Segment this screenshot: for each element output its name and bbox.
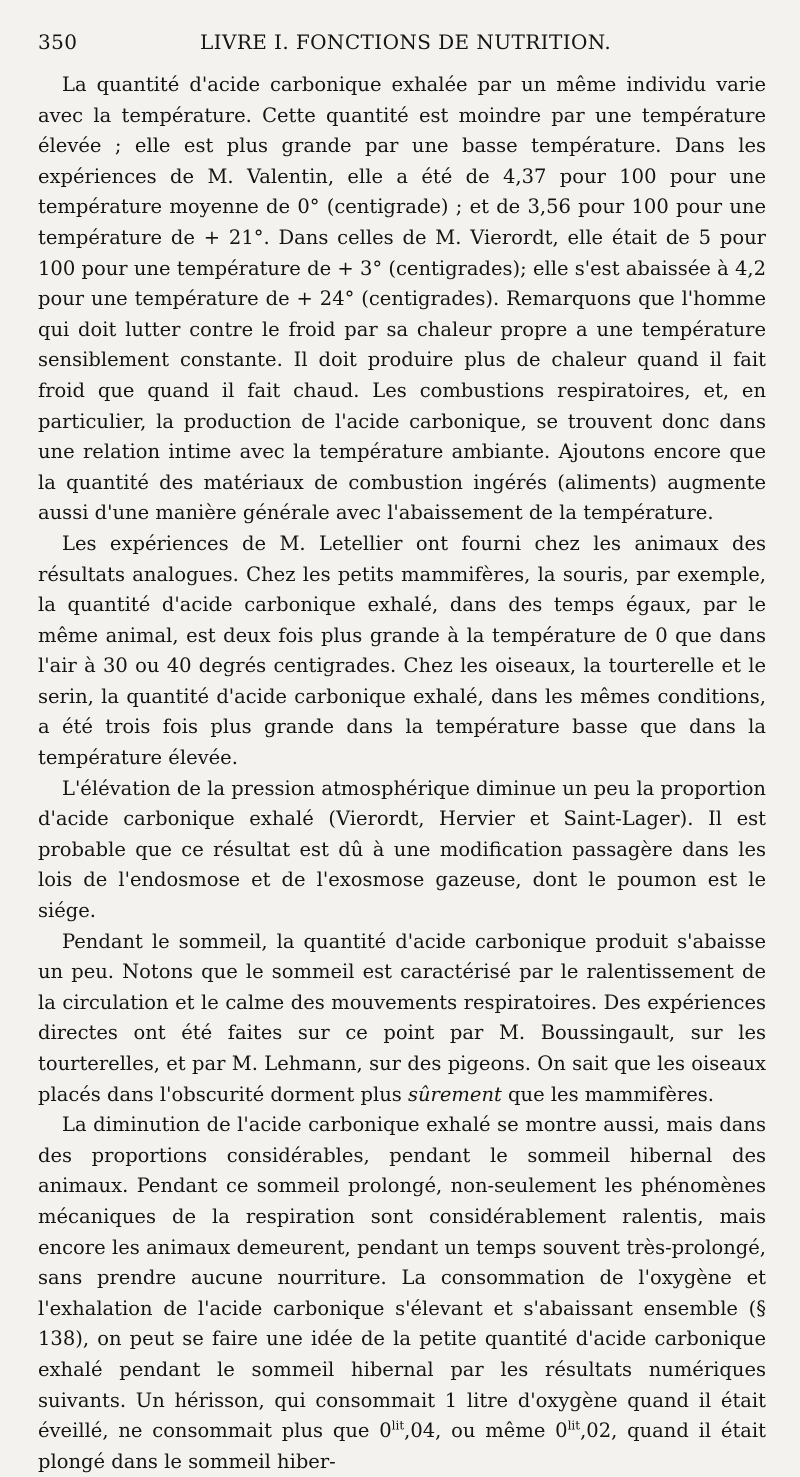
hibernal-text-start: La diminution de l'acide carbonique exhalé se montre aussi, mais dans des proportions considérables, pendant le sommeil hibernal des animaux. Pendant ce sommeil prolongé, non-seulement les phénomènes mécaniques de la respiration sont considérablement ralentis, mais encore les animaux demeurent, pendant un temps souvent très-prolongé, sans prendre aucune nourriture. La consommation de l'oxygène et l'exhalation de l'acide carbonique s'élevant et s'abaissant ensemble (§ 138), on peut se faire une idée de la petite quantité d'acide carbonique exhalé pendant le sommeil hibernal par les résultats numériques suivants. Un hérisson, qui consommait 1 litre d'oxygène quand il était éveillé, ne consommait plus que 0 (38, 1113, 766, 1443)
paragraph-sleep-text-start: Pendant le sommeil, la quantité d'acide carbonique produit s'abaisse un peu. Notons que le sommeil est caractérisé par le ralentissement de la circulation et le calme des mouvements respiratoires. Des expériences directes ont été faites sur ce point par M. Boussingault, sur les tourterelles, et par M. Lehmann, sur des pigeons. On sait que les oiseaux placés dans l'obscurité dorment plus (38, 929, 766, 1106)
page-header (38, 30, 766, 70)
hibernal-text-end: ,02, quand il était plongé dans le sommeil hiber- (38, 1419, 767, 1473)
paragraph-hibernal-sleep (38, 1110, 766, 1477)
running-title: LIVRE I. FONCTIONS DE NUTRITION. (200, 30, 612, 54)
italic-emphasis: sûrement (407, 1082, 502, 1106)
liter-unit-superscript: lit (391, 1418, 405, 1433)
paragraph-sleep-text-end: que les mammifères. (501, 1082, 714, 1106)
paragraph-temperature: La quantité d'acide carbonique exhalée par un même individu varie avec la température. Cette quantité est moindre par une température élevée ; elle est plus grande par une basse température. Dans les expériences de M. Valentin, elle a été de 4,37 pour 100 pour une température moyenne de 0° (centigrade) ; et de 3,56 pour 100 pour une température de + 21°. Dans celles de M. Vierordt, elle était de 5 pour 100 pour une température de + 3° (centigrades); elle s'est abaissée à 4,2 pour une température de + 24° (centigrades). Remarquons que l'homme qui doit lutter contre le froid par sa chaleur propre a une température sensiblement constante. Il doit produire plus de chaleur quand il fait froid que quand il fait chaud. Les combustions respiratoires, et, en particulier, la production de l'acide carbonique, se trouvent donc dans une relation intime avec la température ambiante. Ajoutons encore que la quantité des matériaux de combustion ingérés (aliments) augmente aussi d'une manière générale avec l'abaissement de la température. (38, 73, 766, 525)
liter-unit-superscript: lit (567, 1418, 581, 1433)
hibernal-text-middle: ,04, ou même 0 (404, 1419, 568, 1443)
paragraph-letellier-experiments: Les expériences de M. Letellier ont fourni chez les animaux des résultats analogues. Chez les petits mammifères, la souris, par exemple, la quantité d'acide carbonique exhalé, dans des temps égaux, par le même animal, est deux fois plus grande à la température de 0 que dans l'air à 30 ou 40 degrés centigrades. Chez les oiseaux, la tourterelle et le serin, la quantité d'acide carbonique exhalé, dans les mêmes conditions, a été trois fois plus grande dans la température basse que dans la température élevée. (38, 531, 766, 770)
paragraph-sleep (38, 927, 766, 1111)
page-number: 350 (38, 30, 78, 54)
paragraph-atmospheric-pressure: L'élévation de la pression atmosphérique diminue un peu la proportion d'acide carbonique exhalé (Vierordt, Hervier et Saint-Lager). Il est probable que ce résultat est dû à une modification passagère dans les lois de l'endosmose et de l'exosmose gazeuse, dont le poumon est le siége. (38, 776, 766, 923)
